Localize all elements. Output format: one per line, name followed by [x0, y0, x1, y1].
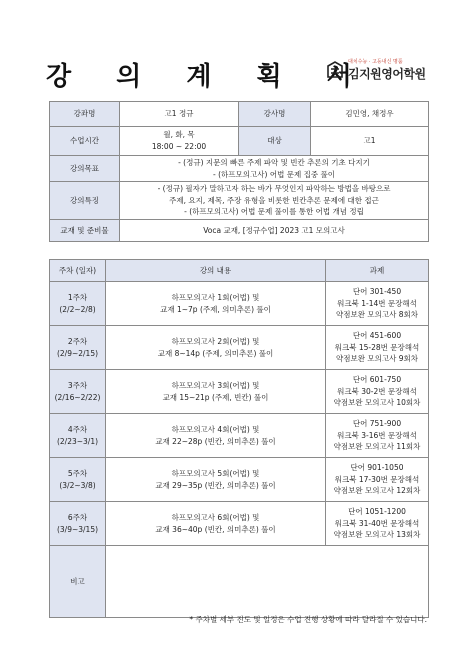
logo-mark-icon: [326, 60, 344, 80]
homework-line: 워크북 3-16번 문장해석: [337, 430, 417, 440]
table-row: [50, 282, 429, 326]
table-row: [50, 458, 429, 502]
homework-cell: [326, 282, 429, 326]
homework-line: 단어 1051-1200: [348, 507, 406, 517]
week-cell: [50, 458, 106, 502]
academy-logo: [326, 58, 436, 84]
homework-line: 워크북 1-14번 문장해석: [337, 298, 417, 308]
content-cell: [106, 458, 326, 502]
feature-line: - (정규) 필자가 말하고자 하는 바가 무엇인지 파악하는 방법을 바탕으로: [157, 184, 391, 194]
content-cell: [106, 326, 326, 370]
goal-label: 강의목표: [50, 156, 120, 182]
course-info-table: [49, 101, 429, 242]
content-line: 하프모의고사 5회(어법) 및: [171, 468, 260, 478]
material-label: 교재 및 준비물: [50, 220, 120, 242]
content-line: 하프모의고사 3회(어법) 및: [171, 380, 260, 390]
remarks-value: [106, 546, 429, 618]
homework-line: 워크북 30-2번 문장해석: [337, 386, 417, 396]
table-row: [50, 502, 429, 546]
homework-line: 약점보완 모의고사 10회차: [333, 398, 421, 408]
week-number: 4주차: [67, 424, 88, 434]
feature-line: 주제, 요지, 제목, 주장 유형을 비롯한 빈칸추론 문제에 대한 접근: [169, 195, 379, 205]
feature-label: 강의특징: [50, 182, 120, 220]
logo-tagline: 대치수능 · 고등내신 명품: [348, 59, 403, 65]
week-number: 2주차: [67, 336, 88, 346]
week-dates: (3/9~3/15): [56, 524, 99, 534]
content-cell: [106, 370, 326, 414]
teacher-value: 김민영, 채정우: [311, 102, 429, 127]
content-line: 교재 29~35p (빈칸, 의미추론) 풀이: [155, 480, 276, 490]
homework-line: 약점보완 모의고사 12회차: [333, 486, 421, 496]
content-line: 하프모의고사 1회(어법) 및: [171, 292, 260, 302]
feature-value: [120, 182, 429, 220]
homework-cell: [326, 458, 429, 502]
homework-cell: [326, 326, 429, 370]
homework-line: 단어 301-450: [352, 287, 402, 297]
homework-line: 워크북 15-28번 문장해석: [334, 342, 420, 352]
homework-header: 과제: [326, 260, 429, 282]
target-value: 고1: [311, 127, 429, 156]
content-line: 하프모의고사 6회(어법) 및: [171, 512, 260, 522]
page-title: 강 의 계 획 서: [46, 62, 370, 92]
homework-cell: [326, 414, 429, 458]
content-line: 교재 22~28p (빈칸, 의미추론) 풀이: [155, 436, 276, 446]
material-value: Voca 교재, [정규수업] 2023 고1 모의고사: [120, 220, 429, 242]
table-row: [50, 370, 429, 414]
homework-line: 단어 451-600: [352, 331, 402, 341]
content-line: 하프모의고사 4회(어법) 및: [171, 424, 260, 434]
table-row: [50, 326, 429, 370]
weekly-plan-table: [49, 259, 429, 618]
content-line: 교재 1~7p (주제, 의미추론) 풀이: [160, 304, 271, 314]
content-cell: [106, 414, 326, 458]
homework-line: 단어 751-900: [352, 419, 402, 429]
homework-cell: [326, 370, 429, 414]
content-header: 강의 내용: [106, 260, 326, 282]
goal-value: [120, 156, 429, 182]
time-days: 월, 화, 목: [163, 130, 195, 140]
target-label: 대상: [239, 127, 311, 156]
homework-cell: [326, 502, 429, 546]
time-value: [120, 127, 239, 156]
week-number: 5주차: [67, 468, 88, 478]
week-header: 주차 (일자): [50, 260, 106, 282]
teacher-label: 강사명: [239, 102, 311, 127]
content-cell: [106, 282, 326, 326]
remarks-row: [50, 546, 429, 618]
course-label: 강좌명: [50, 102, 120, 127]
content-line: 교재 8~14p (주제, 의미추론) 풀이: [157, 348, 274, 358]
week-cell: [50, 370, 106, 414]
week-number: 1주차: [67, 292, 88, 302]
homework-line: 약점보완 모의고사 11회차: [333, 442, 421, 452]
week-cell: [50, 414, 106, 458]
goal-line: - (하프모의고사) 어법 문제 집중 풀이: [213, 169, 335, 179]
goal-line: - (정규) 지문의 빠른 주제 파악 및 빈칸 추론의 기초 다지기: [178, 157, 370, 167]
footnote: * 주차별 세부 진도 및 일정은 수업 진행 상황에 따라 달라질 수 있습니다.: [189, 615, 427, 624]
homework-line: 단어 901-1050: [350, 463, 404, 473]
week-number: 3주차: [67, 380, 88, 390]
homework-line: 단어 601-750: [352, 375, 402, 385]
week-dates: (2/23~3/1): [56, 436, 99, 446]
remarks-label: 비고: [50, 546, 106, 618]
week-dates: (3/2~3/8): [59, 480, 96, 490]
time-hours: 18:00 ~ 22:00: [151, 142, 207, 151]
homework-line: 약점보완 모의고사 8회차: [336, 310, 418, 320]
week-dates: (2/16~2/22): [54, 392, 101, 402]
week-cell: [50, 326, 106, 370]
week-cell: [50, 282, 106, 326]
time-label: 수업시간: [50, 127, 120, 156]
homework-line: 워크북 17-30번 문장해석: [334, 474, 420, 484]
homework-line: 약점보완 모의고사 13회차: [333, 530, 421, 540]
week-dates: (2/2~2/8): [59, 304, 96, 314]
content-line: 하프모의고사 2회(어법) 및: [171, 336, 260, 346]
week-number: 6주차: [67, 512, 88, 522]
content-line: 교재 15~21p (주제, 빈칸) 풀이: [162, 392, 269, 402]
homework-line: 워크북 31-40번 문장해석: [334, 518, 420, 528]
feature-line: - (하프모의고사) 어법 문제 풀이를 통한 어법 개념 정립: [184, 207, 364, 217]
week-cell: [50, 502, 106, 546]
content-line: 교재 36~40p (빈칸, 의미추론) 풀이: [155, 524, 276, 534]
week-dates: (2/9~2/15): [56, 348, 99, 358]
course-value: 고1 정규: [120, 102, 239, 127]
table-row: [50, 414, 429, 458]
homework-line: 약점보완 모의고사 9회차: [336, 354, 418, 364]
logo-name: 김지원영어학원: [348, 67, 426, 81]
content-cell: [106, 502, 326, 546]
